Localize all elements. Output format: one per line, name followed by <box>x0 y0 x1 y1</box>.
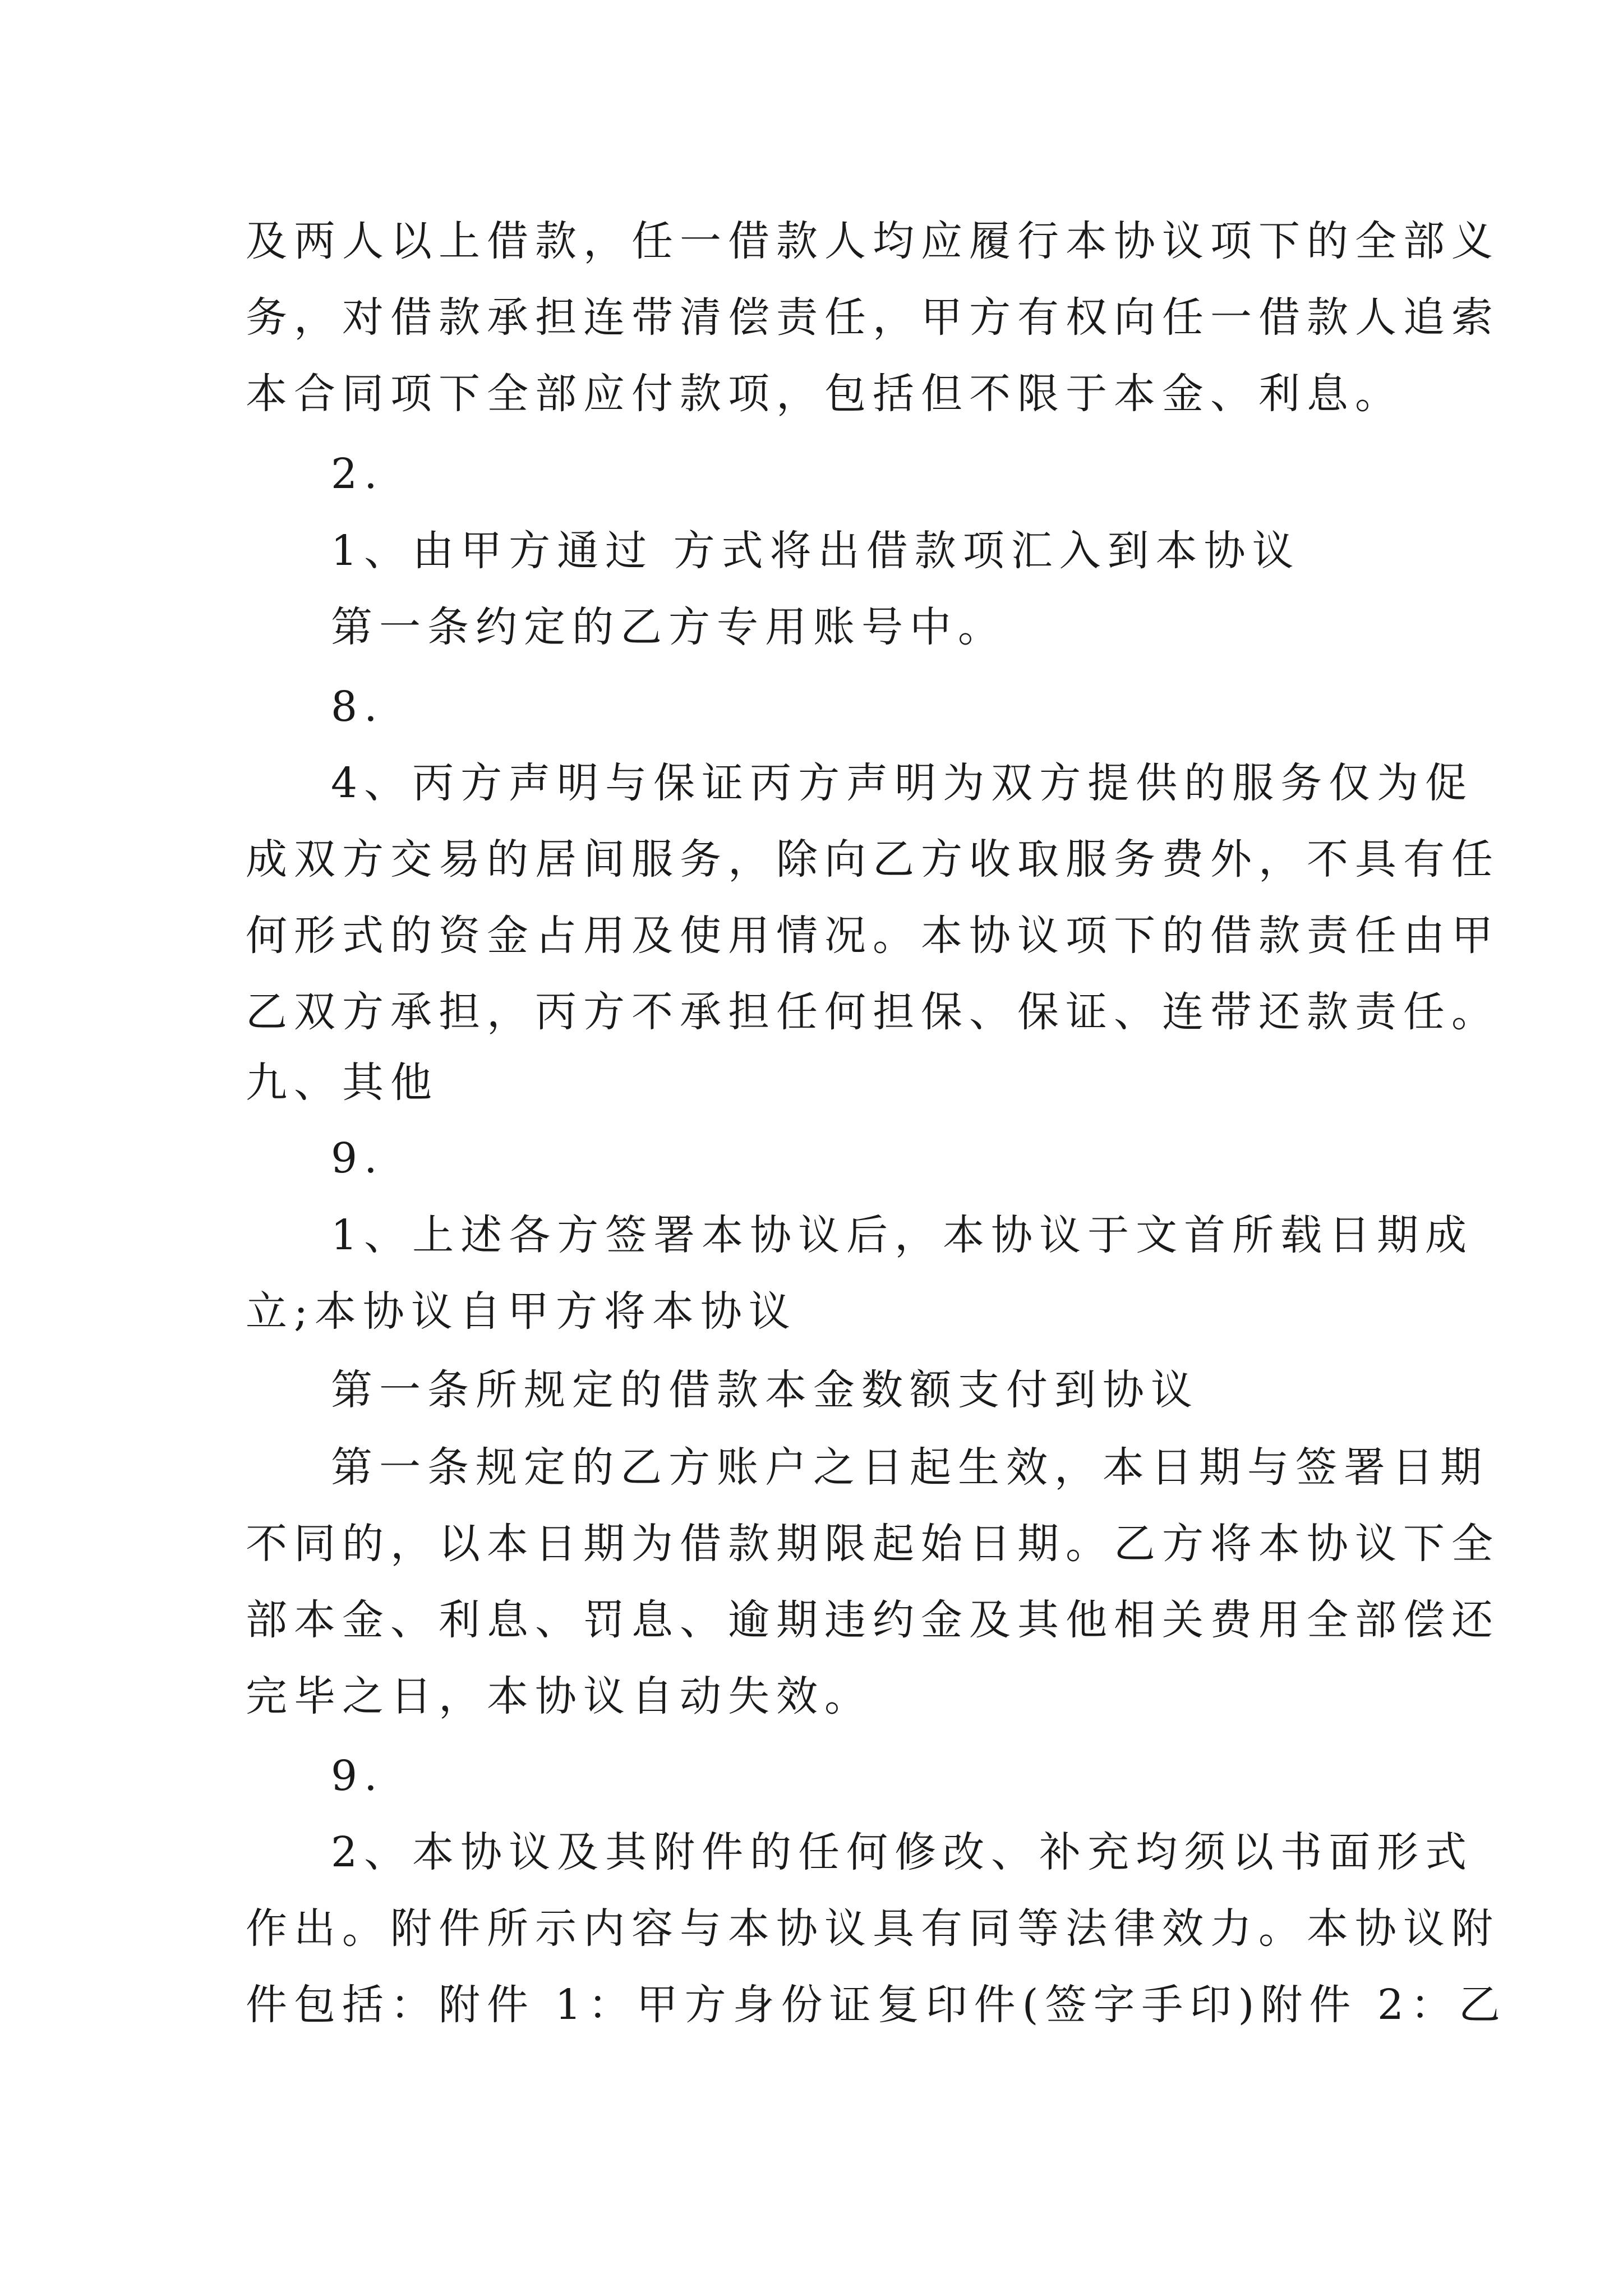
text-line: 作出。附件所示内容与本协议具有同等法律效力。本协议附 <box>246 1904 1500 1953</box>
text-line: 立;本协议自甲方将本协议 <box>246 1287 797 1336</box>
section-number: 9. <box>331 1134 384 1182</box>
text-line: 部本金、利息、罚息、逾期违约金及其他相关费用全部偿还 <box>246 1596 1500 1644</box>
text-line: 第一条约定的乙方专用账号中。 <box>331 603 1006 651</box>
text-line: 1、上述各方签署本协议后，本协议于文首所载日期成 <box>331 1211 1474 1259</box>
text-line: 乙双方承担，丙方不承担任何担保、保证、连带还款责任。 <box>246 988 1500 1036</box>
section-number: 2. <box>331 450 384 498</box>
text-line: 第一条规定的乙方账户之日起生效，本日期与签署日期 <box>331 1443 1488 1492</box>
text-line: 第一条所规定的借款本金数额支付到协议 <box>331 1366 1199 1414</box>
text-line: 务，对借款承担连带清偿责任，甲方有权向任一借款人追索 <box>246 293 1500 342</box>
section-number: 8. <box>331 683 384 731</box>
section-heading: 九、其他 <box>246 1059 439 1107</box>
text-line: 件包括：附件 1：甲方身份证复印件(签字手印)附件 2：乙 <box>246 1981 1507 2029</box>
text-line: 何形式的资金占用及使用情况。本协议项下的借款责任由甲 <box>246 912 1500 960</box>
text-line: 及两人以上借款，任一借款人均应履行本协议项下的全部义 <box>246 217 1500 265</box>
text-line: 1、由甲方通过 方式将出借款项汇入到本协议 <box>331 527 1301 575</box>
text-line: 不同的，以本日期为借款期限起始日期。乙方将本协议下全 <box>246 1520 1500 1568</box>
text-line: 完毕之日，本协议自动失效。 <box>246 1672 873 1720</box>
text-line: 2、本协议及其附件的任何修改、补充均须以书面形式 <box>331 1828 1474 1876</box>
section-number: 9. <box>331 1752 384 1800</box>
text-line: 4、丙方声明与保证丙方声明为双方提供的服务仅为促 <box>331 759 1474 807</box>
text-line: 成双方交易的居间服务，除向乙方收取服务费外，不具有任 <box>246 835 1500 884</box>
text-line: 本合同项下全部应付款项，包括但不限于本金、利息。 <box>246 370 1403 418</box>
